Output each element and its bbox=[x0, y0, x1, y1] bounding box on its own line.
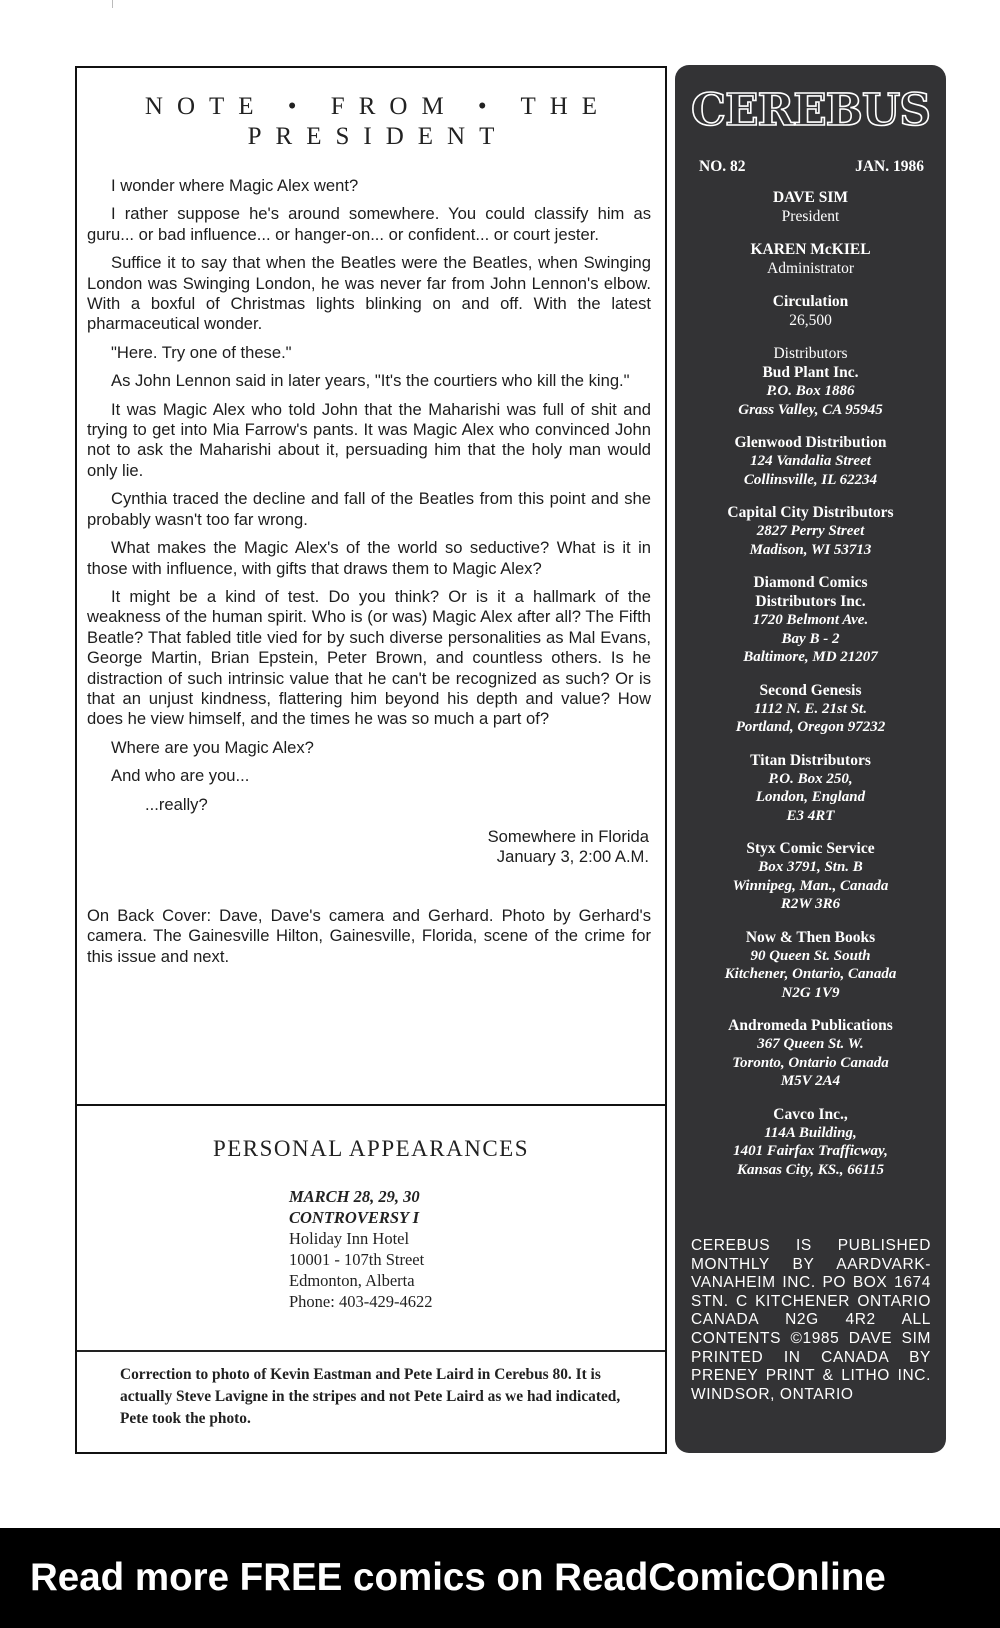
distributor-address-line: 114A Building, bbox=[764, 1124, 857, 1141]
promo-banner-text[interactable]: Read more FREE comics on ReadComicOnline bbox=[30, 1556, 886, 1599]
distributor-entry bbox=[675, 928, 946, 1003]
distributor-address-line: Toronto, Ontario Canada bbox=[732, 1054, 889, 1071]
distributor-name: Styx Comic Service bbox=[746, 840, 875, 857]
distributor-entry bbox=[675, 503, 946, 559]
publishing-statement: CEREBUS IS PUBLISHED MONTHLY BY AARDVARK-VANAHEIM INC. PO BOX 1674 STN. C KITCHENER ONTARIO CANADA N2G 4R2 ALL CONTENTS ©1985 DAVE SIM PRINTED IN CANADA BY PRENEY PRINT & LITHO INC. WINDSOR, ONTARIO bbox=[691, 1237, 931, 1403]
staff-name: KAREN McKIEL bbox=[750, 241, 871, 258]
distributor-address-line: P.O. Box 1886 bbox=[766, 383, 855, 399]
note-column bbox=[75, 66, 667, 1454]
distributor-address-line: Kansas City, KS., 66115 bbox=[737, 1161, 884, 1178]
distributor-address-line: 1720 Belmont Ave. bbox=[752, 612, 869, 628]
distributor-address-line: Box 3791, Stn. B bbox=[758, 859, 863, 875]
distributor-address-line: 2827 Perry Street bbox=[756, 523, 865, 539]
note-paragraph: Suffice it to say that when the Beatles were the Beatles, when Swinging London was Swinging London, he was never far from John Lennon's elbow. With a boxful of Christmas lights blinking on and off. With the latest pharmaceutical wonder. bbox=[87, 253, 651, 334]
distributor-address-line: Bay B - 2 bbox=[781, 630, 840, 647]
signoff-date: January 3, 2:00 A.M. bbox=[496, 847, 649, 867]
note-paragraph: I wonder where Magic Alex went? bbox=[111, 176, 359, 195]
note-paragraph: It was Magic Alex who told John that the Maharishi was full of shit and trying to get into Mia Farrow's pants. It was Magic Alex who convinced John not to ask the Maharishi about it, persuading him that the holy man would only lie. bbox=[87, 399, 651, 480]
note-paragraph: It might be a kind of test. Do you think? Or is it a hallmark of the weakness of the human spirit. Who is (or was) Magic Alex after all? The Fifth Beatle? That fabled title vied for by such diverse personalities as Mal Evans, George Martin, Brian Epstein, Peter Brown, and countless others. Is he distraction of such intrinsic value that he can't be recognized as such? Or is that an unjust kindness, flattering him beyond his depth and value? How does he view himself, and the times he was so much a part of? bbox=[87, 586, 651, 729]
distributor-address-line: Portland, Oregon 97232 bbox=[735, 719, 886, 735]
circulation-entry bbox=[675, 292, 946, 330]
photo-correction: Correction to photo of Kevin Eastman and Pete Laird in Cerebus 80. It is actually Steve Lavigne in the stripes and not Pete Laird as we had indicated, Pete took the photo. bbox=[120, 1366, 621, 1427]
distributor-address-line: Baltimore, MD 21207 bbox=[743, 649, 878, 665]
distributor-address-line: 90 Queen St. South bbox=[750, 947, 871, 964]
distributor-address-line: P.O. Box 250, bbox=[768, 770, 853, 787]
distributor-entry bbox=[675, 433, 946, 489]
distributor-address-line: Kitchener, Ontario, Canada bbox=[724, 966, 897, 982]
note-paragraph: Cynthia traced the decline and fall of the Beatles from this point and she probably wasn't too far wrong. bbox=[87, 489, 651, 529]
appearance-event: CONTROVERSY I bbox=[289, 1208, 420, 1227]
note-title bbox=[77, 92, 665, 152]
note-paragraph: What makes the Magic Alex's of the world so seductive? What is it in those with influence, with gifts that draws them to Magic Alex? bbox=[87, 538, 651, 578]
distributor-address-line: N2G 1V9 bbox=[781, 984, 840, 1001]
appearance-venue: Holiday Inn Hotel bbox=[289, 1229, 410, 1248]
personal-appearances-heading: PERSONAL APPEARANCES bbox=[212, 1136, 530, 1161]
distributor-entry bbox=[675, 751, 946, 826]
distributor-name: Cavco Inc., bbox=[773, 1105, 848, 1123]
issue-row bbox=[699, 158, 924, 176]
distributor-address-line: Madison, WI 53713 bbox=[749, 541, 872, 558]
issue-number: NO. 82 bbox=[699, 158, 746, 175]
note-paragraph: And who are you... bbox=[111, 766, 250, 786]
appearance-details bbox=[289, 1186, 665, 1312]
distributor-address-line: Winnipeg, Man., Canada bbox=[732, 877, 889, 894]
appearance-phone: Phone: 403-429-4622 bbox=[289, 1292, 433, 1311]
distributor-address-line: E3 4RT bbox=[786, 807, 835, 824]
distributor-entry bbox=[675, 1016, 946, 1091]
distributor-address-line: 367 Queen St. W. bbox=[757, 1036, 864, 1052]
staff-role: Administrator bbox=[767, 260, 854, 277]
cerebus-logo: CEREBUS bbox=[691, 85, 930, 136]
section-divider bbox=[77, 1350, 665, 1352]
circulation-label: Circulation bbox=[772, 293, 849, 310]
note-signoff bbox=[87, 827, 651, 868]
note-title-line1: NOTE • FROM • THE bbox=[144, 93, 612, 120]
distributor-name: Titan Distributors bbox=[750, 751, 871, 769]
distributor-name: Diamond Comics Distributors Inc. bbox=[753, 574, 868, 610]
distributor-entry bbox=[675, 344, 946, 419]
distributor-entry bbox=[675, 839, 946, 914]
staff-entry bbox=[675, 240, 946, 278]
note-paragraph: As John Lennon said in later years, "It's the courtiers who kill the king." bbox=[111, 371, 630, 391]
distributor-entry bbox=[675, 573, 946, 667]
signoff-place: Somewhere in Florida bbox=[487, 826, 649, 846]
appearance-dates: MARCH 28, 29, 30 bbox=[289, 1187, 420, 1206]
distributor-name: Capital City Distributors bbox=[727, 504, 894, 521]
staff-role: President bbox=[781, 208, 840, 225]
distributor-address-line: 1401 Fairfax Trafficway, bbox=[733, 1143, 888, 1159]
issue-date: JAN. 1986 bbox=[855, 158, 924, 175]
distributor-name: Andromeda Publications bbox=[728, 1017, 893, 1034]
promo-banner[interactable] bbox=[0, 1528, 1000, 1628]
distributor-entry bbox=[675, 1105, 946, 1180]
distributor-address-line: London, England bbox=[755, 789, 866, 805]
scan-mark bbox=[112, 0, 113, 8]
note-body bbox=[87, 176, 651, 967]
distributor-entry bbox=[675, 681, 946, 737]
distributor-address-line: 1112 N. E. 21st St. bbox=[754, 700, 867, 717]
distributor-address-line: 124 Vandalia Street bbox=[750, 453, 871, 469]
back-cover-caption: On Back Cover: Dave, Dave's camera and Gerhard. Photo by Gerhard's camera. The Gainesville Hilton, Gainesville, Florida, scene of the crime for this issue and next. bbox=[87, 905, 651, 966]
circulation-value: 26,500 bbox=[789, 312, 832, 329]
note-paragraph: Where are you Magic Alex? bbox=[111, 737, 314, 757]
note-title-line2: PRESIDENT bbox=[247, 123, 509, 150]
note-paragraph: ...really? bbox=[145, 794, 208, 814]
distributor-address-line: M5V 2A4 bbox=[780, 1073, 841, 1089]
staff-entry bbox=[675, 188, 946, 226]
distributor-name: Second Genesis bbox=[759, 681, 862, 699]
note-from-the-president-box bbox=[75, 66, 667, 1106]
staff-name: DAVE SIM bbox=[772, 189, 849, 206]
appearance-street: 10001 - 107th Street bbox=[289, 1250, 425, 1269]
masthead-panel bbox=[675, 65, 946, 1453]
distributor-name: Bud Plant Inc. bbox=[762, 364, 859, 381]
distributor-address-line: R2W 3R6 bbox=[780, 896, 841, 912]
distributor-address-line: Grass Valley, CA 95945 bbox=[738, 401, 883, 418]
appearance-city: Edmonton, Alberta bbox=[289, 1271, 415, 1290]
note-paragraph: I rather suppose he's around somewhere. You could classify him as guru... or bad influence... or hanger-on... or confident... or court jester. bbox=[87, 204, 651, 244]
distributors-label: Distributors bbox=[773, 345, 848, 362]
distributor-name: Now & Then Books bbox=[745, 928, 876, 946]
note-paragraph: "Here. Try one of these." bbox=[111, 342, 292, 362]
distributor-name: Glenwood Distribution bbox=[734, 434, 887, 451]
distributor-address-line: Collinsville, IL 62234 bbox=[743, 471, 878, 488]
